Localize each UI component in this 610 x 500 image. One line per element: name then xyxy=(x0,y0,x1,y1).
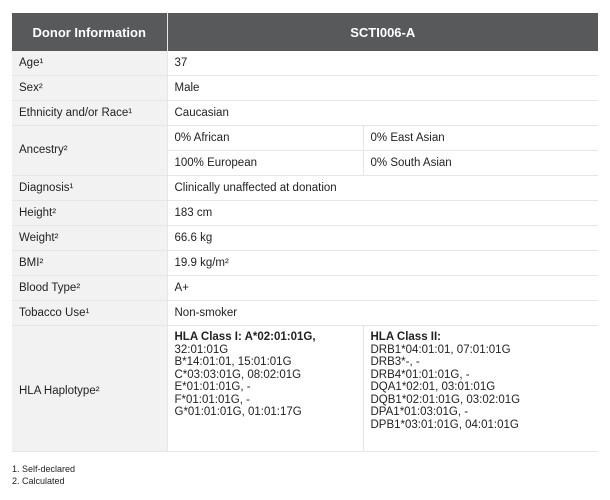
hla-class-1-line: F*01:01:01G, - xyxy=(174,393,250,406)
tobacco-use-value: Non-smoker xyxy=(167,301,598,326)
footnote-calculated: 2. Calculated xyxy=(12,476,65,486)
blood-type-value: A+ xyxy=(167,276,598,301)
ancestry-african: 0% African xyxy=(167,126,363,151)
hla-haplotype-label: HLA Haplotype² xyxy=(12,326,167,452)
sex-value: Male xyxy=(167,76,598,101)
hla-class-1-cell xyxy=(167,326,363,452)
ethnicity-value: Caucasian xyxy=(167,101,598,126)
footnotes xyxy=(12,463,598,487)
hla-class-2-line: DRB1*04:01:01, 07:01:01G xyxy=(370,343,511,356)
hla-class-1-line: G*01:01:01G, 01:01:17G xyxy=(174,406,302,418)
table-row xyxy=(12,201,598,226)
ancestry-european: 100% European xyxy=(167,151,363,176)
ancestry-east-asian: 0% East Asian xyxy=(363,126,598,151)
footnote-self-declared: 1. Self-declared xyxy=(12,464,76,474)
table-row xyxy=(12,226,598,251)
hla-class-2-line: DPB1*03:01:01G, 04:01:01G xyxy=(370,418,519,431)
table-row xyxy=(12,251,598,276)
table-row xyxy=(12,176,598,201)
hla-class-1-line: E*01:01:01G, - xyxy=(174,381,251,393)
ethnicity-label: Ethnicity and/or Race¹ xyxy=(12,101,167,126)
hla-class-2-cell xyxy=(363,326,598,452)
header-cell-line-id: SCTI006-A xyxy=(167,13,598,51)
table-row xyxy=(12,276,598,301)
table-row xyxy=(12,126,598,151)
diagnosis-label: Diagnosis¹ xyxy=(12,176,167,201)
table-header-row xyxy=(12,13,598,51)
table-row xyxy=(12,51,598,76)
height-label: Height² xyxy=(12,201,167,226)
table-row xyxy=(12,76,598,101)
hla-class-2-line: HLA Class II: xyxy=(370,331,442,343)
table-row xyxy=(12,101,598,126)
hla-class-1-line: C*03:03:01G, 08:02:01G xyxy=(174,368,302,381)
table-row xyxy=(12,326,598,452)
hla-class-1-line: 32:01:01G xyxy=(174,343,229,356)
weight-value: 66.6 kg xyxy=(167,226,598,251)
bmi-label: BMI² xyxy=(12,251,167,276)
table-row xyxy=(12,301,598,326)
donor-info-table xyxy=(12,13,598,452)
diagnosis-value: Clinically unaffected at donation xyxy=(167,176,598,201)
blood-type-label: Blood Type² xyxy=(12,276,167,301)
ancestry-south-asian: 0% South Asian xyxy=(363,151,598,176)
age-label: Age¹ xyxy=(12,51,167,76)
height-value: 183 cm xyxy=(167,201,598,226)
hla-class-2-line: DQB1*02:01:01G, 03:02:01G xyxy=(370,393,521,406)
hla-class-1-line: HLA Class I: A*02:01:01G, xyxy=(174,331,316,343)
hla-class-2-line: DQA1*02:01, 03:01:01G xyxy=(370,381,496,393)
sex-label: Sex² xyxy=(12,76,167,101)
hla-class-2-line: DPA1*01:03:01G, - xyxy=(370,406,469,418)
age-value: 37 xyxy=(167,51,598,76)
bmi-value: 19.9 kg/m² xyxy=(167,251,598,276)
hla-class-2-line: DRB4*01:01:01G, - xyxy=(370,368,470,381)
weight-label: Weight² xyxy=(12,226,167,251)
ancestry-label: Ancestry² xyxy=(12,126,167,176)
hla-class-2-line: DRB3*-, - xyxy=(370,356,420,368)
donor-info-panel xyxy=(12,13,598,487)
tobacco-use-label: Tobacco Use¹ xyxy=(12,301,167,326)
header-donor-information: Donor Information xyxy=(12,13,167,51)
hla-class-1-line: B*14:01:01, 15:01:01G xyxy=(174,356,292,368)
